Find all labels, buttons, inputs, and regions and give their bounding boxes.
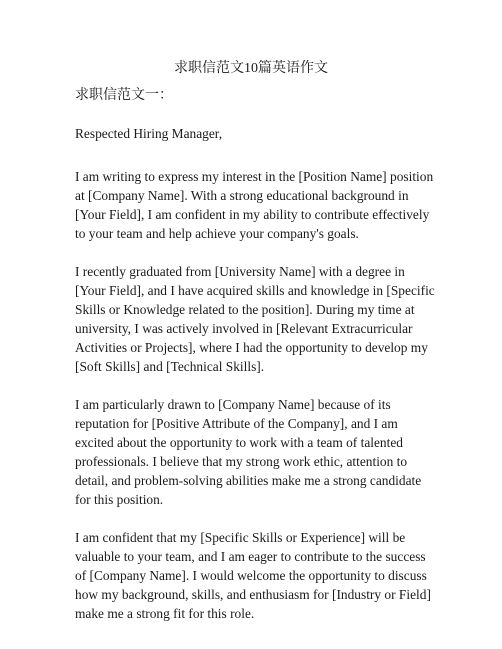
text-line: make me a strong fit for this role. [75, 606, 255, 621]
text-line: Activities or Projects], where I had the opportunity to develop my [75, 340, 428, 355]
text-line: [Soft Skills] and [Technical Skills]. [75, 359, 265, 374]
text-line: at [Company Name]. With a strong educational background in [75, 188, 409, 203]
text-line: to your team and help achieve your company's goals. [75, 226, 359, 241]
text-line: [Your Field], and I have acquired skills and knowledge in [Specific [75, 283, 435, 298]
text-line: for this position. [75, 492, 164, 507]
paragraph-3 [75, 395, 435, 509]
text-line: I am particularly drawn to [Company Name] because of its [75, 397, 391, 412]
text-line: how my background, skills, and enthusiasm for [Industry or Field] [75, 587, 431, 602]
text-line: valuable to your team, and I am eager to contribute to the success [75, 549, 426, 564]
text-line: excited about the opportunity to work with a team of talented [75, 435, 403, 450]
section-heading: 求职信范文一： [75, 88, 173, 103]
salutation: Respected Hiring Manager, [75, 126, 223, 141]
text-line: of [Company Name]. I would welcome the opportunity to discuss [75, 568, 427, 583]
text-line: I recently graduated from [University Name] with a degree in [75, 264, 405, 279]
text-line: reputation for [Positive Attribute of the Company], and I am [75, 416, 398, 431]
text-line: I am confident that my [Specific Skills or Experience] will be [75, 530, 406, 545]
text-line: university, I was actively involved in [Relevant Extracurricular [75, 321, 413, 336]
letter-body [75, 148, 435, 623]
paragraph-1 [75, 167, 435, 243]
text-line: Skills or Knowledge related to the position]. During my time at [75, 302, 415, 317]
paragraph-4 [75, 528, 435, 623]
text-line: [Your Field], I am confident in my ability to contribute effectively [75, 207, 430, 222]
text-line: I am writing to express my interest in the [Position Name] position [75, 169, 434, 184]
document-title: 求职信范文10篇英语作文 [174, 61, 328, 76]
text-line: detail, and problem-solving abilities make me a strong candidate [75, 473, 422, 488]
text-line: professionals. I believe that my strong work ethic, attention to [75, 454, 408, 469]
paragraph-2 [75, 262, 435, 376]
